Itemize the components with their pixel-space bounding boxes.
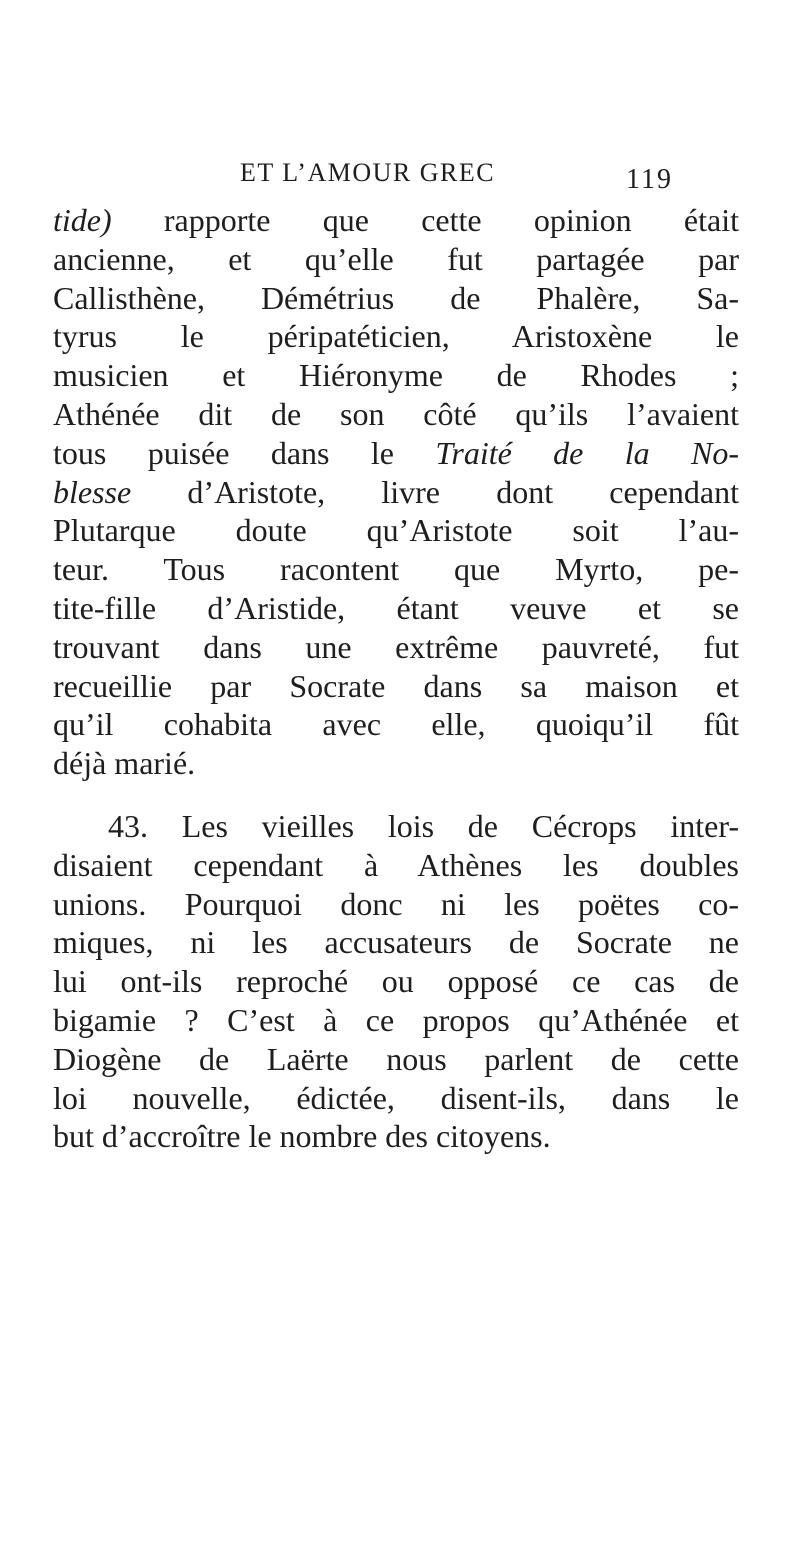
text-segment: 43. Les vieilles lois de Cécrops inter-	[108, 808, 739, 844]
text-segment: tite-fille d’Aristide, étant veuve et se	[53, 590, 739, 626]
text-line	[53, 845, 739, 885]
text-segment: but d’accroître le nombre des citoyens.	[53, 1118, 551, 1155]
running-head: ET L’AMOUR GREC	[240, 158, 496, 187]
text-segment: Plutarque doute qu’Aristote soit l’au-	[53, 512, 739, 549]
text-line	[53, 704, 739, 744]
text-segment: déjà marié.	[53, 745, 196, 782]
italic-text-segment: tide)	[53, 202, 112, 238]
text-line	[53, 1078, 739, 1118]
text-segment: Callisthène, Démétrius de Phalère, Sa-	[53, 279, 739, 316]
italic-text-segment: Traité de la No-	[435, 434, 740, 471]
text-line	[53, 433, 739, 473]
text-segment: loi nouvelle, édictée, disent-ils, dans le	[53, 1079, 739, 1116]
text-line	[53, 666, 739, 706]
text-segment: bigamie ? C’est à ce propos qu’Athénée et	[53, 1002, 739, 1038]
text-line	[53, 200, 739, 240]
text-line	[53, 884, 739, 924]
text-segment: disaient cependant à Athènes les doubles	[53, 846, 739, 883]
text-segment: tous puisée dans le	[53, 434, 436, 471]
text-line	[53, 239, 739, 279]
text-segment: miques, ni les accusateurs de Socrate ne	[53, 924, 739, 961]
text-segment: teur. Tous racontent que Myrto, pe-	[53, 551, 739, 588]
text-line	[53, 922, 739, 962]
text-segment: qu’il cohabita avec elle, quoiqu’il fût	[53, 706, 739, 743]
text-segment: Diogène de Laërte nous parlent de cette	[53, 1040, 739, 1077]
text-segment: tyrus le péripatéticien, Aristoxène le	[53, 318, 739, 355]
text-segment: recueillie par Socrate dans sa maison et	[53, 667, 739, 704]
text-segment: rapporte que cette opinion était	[111, 202, 739, 238]
text-segment: musicien et Hiéronyme de Rhodes ;	[53, 357, 739, 394]
page-number: 119	[626, 164, 673, 195]
text-segment: trouvant dans une extrême pauvreté, fut	[53, 628, 739, 665]
text-segment: ancienne, et qu’elle fut partagée par	[53, 240, 739, 277]
text-segment: Athénée dit de son côté qu’ils l’avaient	[53, 396, 739, 432]
text-line	[53, 510, 739, 550]
text-line	[53, 394, 739, 434]
text-line	[53, 472, 739, 512]
text-line	[53, 1000, 739, 1040]
text-line	[53, 316, 739, 356]
text-line	[53, 1116, 551, 1156]
text-line	[53, 1039, 739, 1079]
text-line	[53, 627, 739, 667]
text-segment: d’Aristote, livre dont cependant	[131, 473, 739, 510]
text-segment: lui ont-ils reproché ou opposé ce cas de	[53, 963, 739, 1000]
italic-text-segment: blesse	[53, 473, 132, 510]
text-line	[108, 806, 739, 846]
text-line	[53, 278, 739, 318]
text-line	[53, 961, 739, 1001]
text-line	[53, 743, 195, 783]
text-segment: unions. Pourquoi donc ni les poëtes co-	[53, 885, 739, 922]
text-line	[53, 549, 739, 589]
text-line	[53, 355, 739, 395]
text-line	[53, 588, 739, 628]
